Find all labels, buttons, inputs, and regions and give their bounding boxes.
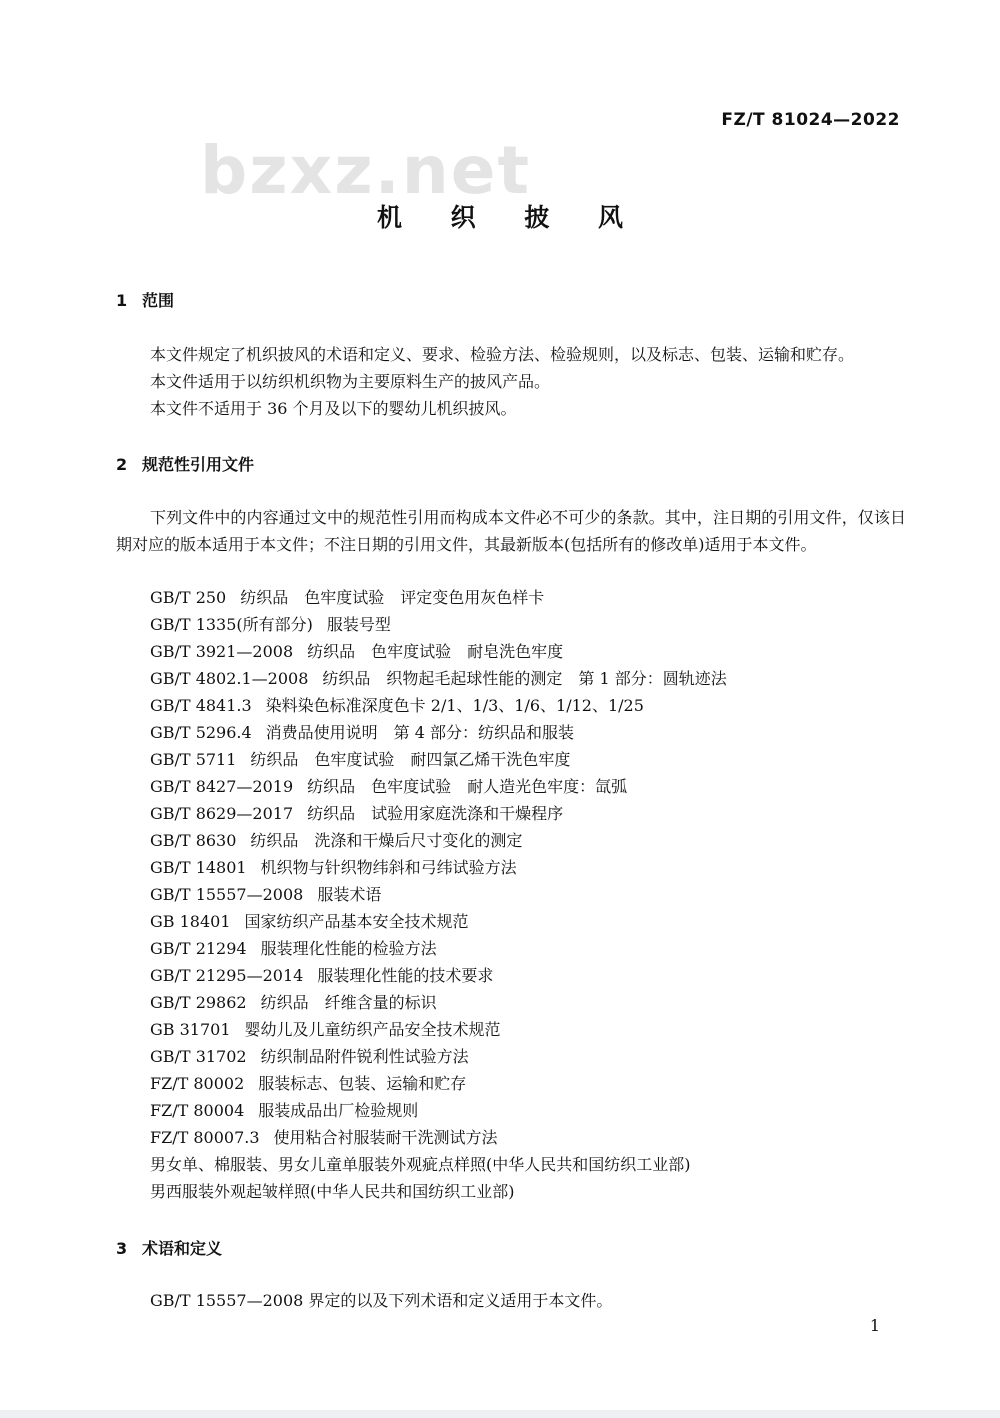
scope-paragraph: 本文件适用于以纺织机织物为主要原料生产的披风产品。 bbox=[150, 372, 551, 391]
reference-code: GB/T 8427—2019 bbox=[150, 777, 294, 796]
reference-title: 纺织品 洗涤和干燥后尺寸变化的测定 bbox=[250, 831, 523, 850]
reference-code: GB/T 8629—2017 bbox=[150, 804, 294, 823]
reference-code: GB/T 5711 bbox=[150, 750, 237, 769]
reference-item bbox=[150, 827, 727, 854]
reference-item bbox=[150, 908, 727, 935]
reference-title: 纺织品 色牢度试验 耐四氯乙烯干洗色牢度 bbox=[250, 750, 571, 769]
section-title: 范围 bbox=[142, 291, 175, 310]
reference-item bbox=[150, 584, 727, 611]
reference-title: 纺织品 色牢度试验 耐人造光色牢度：氙弧 bbox=[307, 777, 628, 796]
reference-code: GB/T 4802.1—2008 bbox=[150, 669, 309, 688]
reference-item bbox=[150, 611, 727, 638]
reference-item bbox=[150, 1043, 727, 1070]
reference-item bbox=[150, 692, 727, 719]
normative-refs-intro: 下列文件中的内容通过文中的规范性引用而构成本文件必不可少的条款。其中，注日期的引用文件，仅该日期对应的版本适用于本文件；不注日期的引用文件，其最新版本(包括所有的修改单)适用于本文件。 bbox=[116, 508, 906, 554]
reference-code: GB/T 1335(所有部分) bbox=[150, 615, 313, 634]
reference-title: 男女单、棉服装、男女儿童单服装外观疵点样照(中华人民共和国纺织工业部) bbox=[150, 1155, 691, 1174]
reference-code: FZ/T 80004 bbox=[150, 1101, 245, 1120]
reference-code: FZ/T 80002 bbox=[150, 1074, 245, 1093]
reference-item bbox=[150, 773, 727, 800]
reference-title: 纺织品 织物起毛起球性能的测定 第 1 部分：圆轨迹法 bbox=[322, 669, 727, 688]
standard-number: FZ/T 81024—2022 bbox=[721, 110, 900, 130]
reference-item bbox=[150, 719, 727, 746]
section-title: 规范性引用文件 bbox=[142, 455, 255, 474]
reference-title: 服装理化性能的技术要求 bbox=[317, 966, 494, 985]
reference-code: GB/T 250 bbox=[150, 588, 227, 607]
reference-code: GB/T 31702 bbox=[150, 1047, 247, 1066]
reference-title: 使用粘合衬服装耐干洗测试方法 bbox=[273, 1128, 498, 1147]
page-number: 1 bbox=[869, 1316, 880, 1335]
reference-title: 染料染色标准深度色卡 2/1、1/3、1/6、1/12、1/25 bbox=[265, 696, 644, 715]
reference-title: 服装术语 bbox=[317, 885, 382, 904]
section-1-heading bbox=[116, 288, 174, 311]
reference-code: GB/T 14801 bbox=[150, 858, 247, 877]
section-number: 3 bbox=[116, 1239, 128, 1258]
reference-title: 纺织品 纤维含量的标识 bbox=[260, 993, 437, 1012]
section-number: 2 bbox=[116, 455, 128, 474]
reference-code: GB/T 4841.3 bbox=[150, 696, 252, 715]
reference-item bbox=[150, 746, 727, 773]
reference-item bbox=[150, 989, 727, 1016]
section-3-heading bbox=[116, 1236, 222, 1259]
section-2-heading bbox=[116, 452, 254, 475]
section-title: 术语和定义 bbox=[142, 1239, 223, 1258]
reference-code: GB 18401 bbox=[150, 912, 231, 931]
reference-title: 婴幼儿及儿童纺织产品安全技术规范 bbox=[244, 1020, 501, 1039]
reference-code: GB/T 5296.4 bbox=[150, 723, 252, 742]
reference-item bbox=[150, 881, 727, 908]
page-bottom-edge bbox=[0, 1410, 1000, 1418]
reference-item bbox=[150, 1151, 727, 1178]
reference-item bbox=[150, 1016, 727, 1043]
reference-title: 纺织品 试验用家庭洗涤和干燥程序 bbox=[307, 804, 564, 823]
reference-item bbox=[150, 800, 727, 827]
reference-code: GB/T 8630 bbox=[150, 831, 237, 850]
reference-code: GB 31701 bbox=[150, 1020, 231, 1039]
reference-title: 消费品使用说明 第 4 部分：纺织品和服装 bbox=[265, 723, 575, 742]
reference-title: 纺织品 色牢度试验 耐皂洗色牢度 bbox=[307, 642, 564, 661]
reference-item bbox=[150, 935, 727, 962]
reference-title: 男西服装外观起皱样照(中华人民共和国纺织工业部) bbox=[150, 1182, 515, 1201]
reference-title: 服装标志、包装、运输和贮存 bbox=[258, 1074, 467, 1093]
reference-code: FZ/T 80007.3 bbox=[150, 1128, 260, 1147]
reference-list bbox=[150, 584, 727, 1205]
reference-title: 服装号型 bbox=[326, 615, 391, 634]
reference-item bbox=[150, 638, 727, 665]
reference-item bbox=[150, 1097, 727, 1124]
section-number: 1 bbox=[116, 291, 128, 310]
reference-title: 服装理化性能的检验方法 bbox=[260, 939, 437, 958]
reference-item bbox=[150, 1124, 727, 1151]
reference-title: 机织物与针织物纬斜和弓纬试验方法 bbox=[260, 858, 517, 877]
reference-title: 纺织制品附件锐利性试验方法 bbox=[260, 1047, 469, 1066]
document-title: 机 织 披 风 bbox=[376, 203, 644, 232]
reference-title: 国家纺织产品基本安全技术规范 bbox=[244, 912, 469, 931]
watermark: bzxz.net bbox=[200, 132, 532, 209]
scope-paragraph: 本文件不适用于 36 个月及以下的婴幼儿机织披风。 bbox=[150, 399, 517, 418]
reference-item bbox=[150, 962, 727, 989]
reference-item bbox=[150, 1178, 727, 1205]
reference-item bbox=[150, 665, 727, 692]
reference-title: 服装成品出厂检验规则 bbox=[258, 1101, 419, 1120]
scope-paragraph: 本文件规定了机织披风的术语和定义、要求、检验方法、检验规则，以及标志、包装、运输和贮存。 bbox=[150, 345, 855, 364]
reference-title: 纺织品 色牢度试验 评定变色用灰色样卡 bbox=[240, 588, 545, 607]
terms-intro: GB/T 15557—2008 界定的以及下列术语和定义适用于本文件。 bbox=[150, 1291, 613, 1310]
reference-code: GB/T 15557—2008 bbox=[150, 885, 304, 904]
reference-code: GB/T 21294 bbox=[150, 939, 247, 958]
reference-item bbox=[150, 1070, 727, 1097]
reference-code: GB/T 3921—2008 bbox=[150, 642, 294, 661]
reference-code: GB/T 29862 bbox=[150, 993, 247, 1012]
reference-code: GB/T 21295—2014 bbox=[150, 966, 304, 985]
reference-item bbox=[150, 854, 727, 881]
